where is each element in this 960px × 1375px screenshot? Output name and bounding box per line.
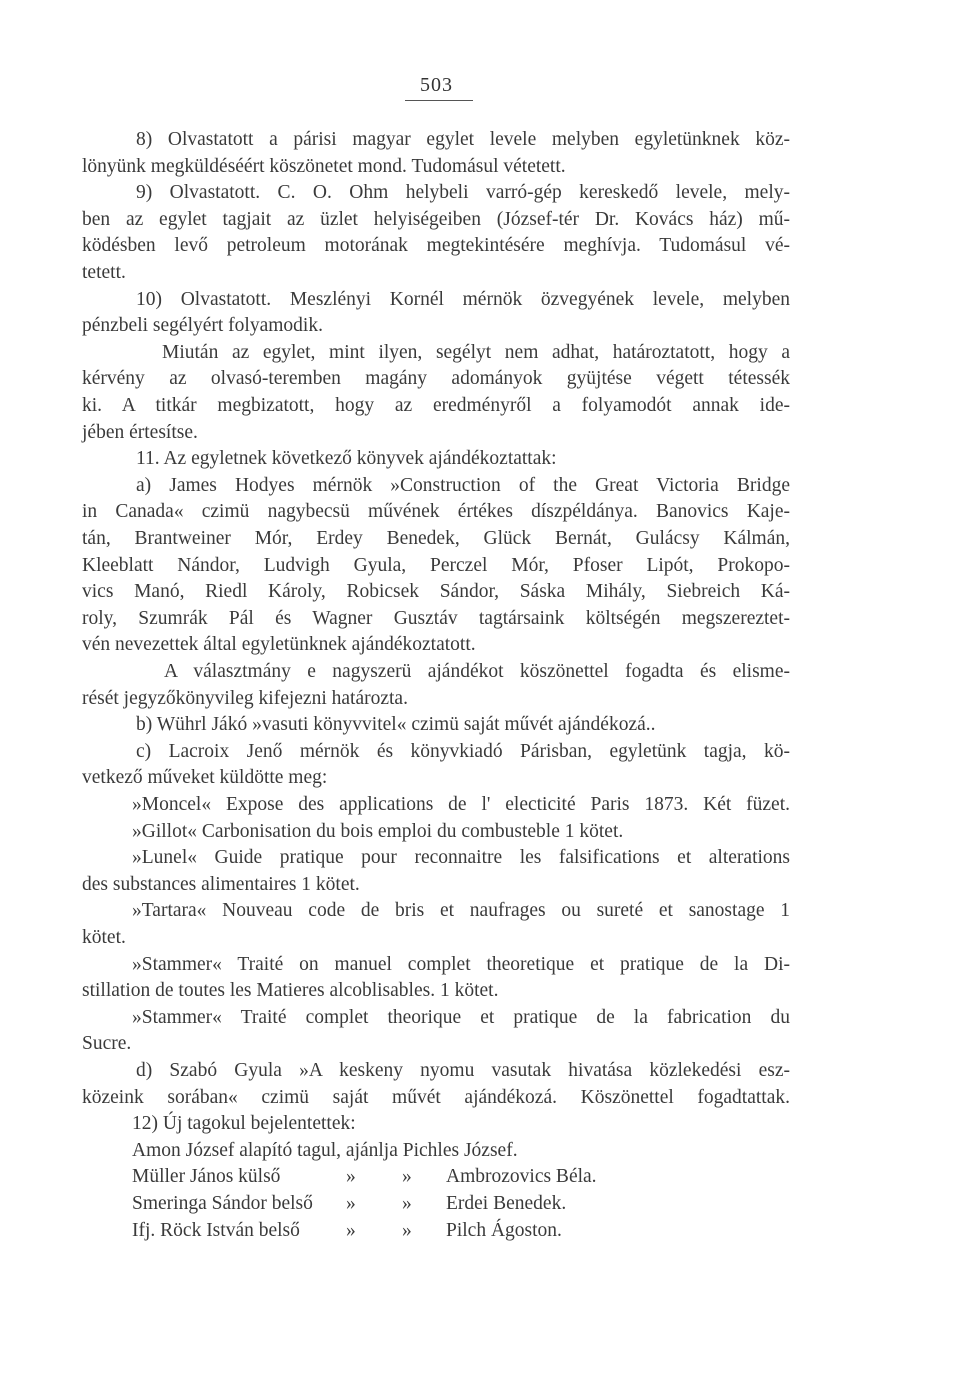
- text-line: ködésben levő petroleum motorának megtekintésére meghívja. Tudomásul vé-: [82, 235, 790, 257]
- text-line: 12) Új tagokul bejelentettek:: [132, 1113, 356, 1135]
- text-line: Miután az egylet, mint ilyen, segélyt nem adhat, határoztatott, hogy a: [162, 341, 790, 363]
- text-line: »Stammer« Traité on manuel complet theoretique et pratique de la Di-: [132, 953, 790, 975]
- text-line: Amon József alapító tagul, ajánlja Pichles József.: [132, 1139, 518, 1161]
- text-line: des substances alimentaires 1 kötet.: [82, 873, 360, 895]
- text-line: kérvény az olvasó-teremben magány adományok gyüjtése végett tétessék: [82, 368, 790, 390]
- text-line: vetkező műveket küldötte meg:: [82, 767, 328, 789]
- text-line: ben az egylet tagjait az üzlet helyiségeiben (József-tér Dr. Kovács ház) mű-: [82, 208, 790, 230]
- member-name: Smeringa Sándor belső: [132, 1193, 313, 1214]
- text-line: in Canada« czimü nagybecsü művének értékes díszpéldánya. Banovics Kaje-: [82, 501, 790, 523]
- text-line: kötet.: [82, 927, 126, 948]
- text-line: lönyünk megküldéséért köszönetet mond. Tudomásul vétetett.: [82, 155, 566, 177]
- text-line: »Moncel« Expose des applications de l' electicité Paris 1873. Két füzet.: [132, 794, 790, 815]
- member-recommender: Erdei Benedek.: [446, 1193, 567, 1214]
- text-line: 10) Olvastatott. Meszlényi Kornél mérnök özvegyének levele, melyben: [136, 288, 790, 310]
- text-line: b) Wührl Jákó »vasuti könyvvitel« czimü saját művét ajándékozá..: [136, 714, 656, 736]
- text-line: a) James Hodyes mérnök »Construction of the Great Victoria Bridge: [136, 474, 790, 496]
- text-line: d) Szabó Gyula »A keskeny nyomu vasutak hivatása közlekedési esz-: [136, 1060, 790, 1081]
- text-line: »Gillot« Carbonisation du bois emploi du combusteble 1 kötet.: [132, 820, 624, 842]
- page-number: 503: [420, 74, 453, 96]
- text-line: 9) Olvastatott. C. O. Ohm helybeli varró-gép kereskedő levele, mely-: [136, 182, 790, 204]
- ditto-mark: »: [346, 1166, 356, 1188]
- ditto-mark: »: [402, 1219, 412, 1241]
- text-line: jében értesítse.: [82, 421, 198, 443]
- member-row: [0, 1164, 960, 1190]
- text-line: tán, Brantweiner Mór, Erdey Benedek, Glück Bernát, Gulácsy Kálmán,: [82, 528, 790, 549]
- text-line: vén nevezettek által egyletünknek ajándékoztatott.: [82, 634, 476, 656]
- text-line: »Lunel« Guide pratique pour reconnaitre les falsifications et alterations: [132, 847, 790, 869]
- text-line: Kleeblatt Nándor, Ludvigh Gyula, Perczel Mór, Pfoser Lipót, Prokopo-: [82, 554, 790, 576]
- text-line: közeink sorában« czimü saját művét ajándékozá. Köszönettel fogadtattak.: [82, 1086, 790, 1108]
- ditto-mark: »: [402, 1166, 412, 1188]
- member-name: Müller János külső: [132, 1166, 281, 1188]
- ditto-mark: »: [402, 1193, 412, 1214]
- text-line: roly, Szumrák Pál és Wagner Gusztáv tagtársaink költségén megszereztet-: [82, 607, 790, 629]
- text-line: ki. A titkár megbizatott, hogy az eredményről a folyamodót annak ide-: [82, 395, 790, 416]
- text-line: tetett.: [82, 262, 126, 283]
- ditto-mark: »: [346, 1193, 356, 1214]
- text-line: 8) Olvastatott a párisi magyar egylet levele melyben egyletünknek köz-: [136, 129, 790, 150]
- member-recommender: Ambrozovics Béla.: [446, 1166, 597, 1188]
- text-line: vics Manó, Riedl Károly, Robicsek Sándor, Sáska Mihály, Siebreich Ká-: [82, 581, 790, 603]
- text-line: 11. Az egyletnek következő könyvek ajándékoztattak:: [136, 448, 557, 470]
- ditto-mark: »: [346, 1219, 356, 1241]
- text-line: pénzbeli segélyért folyamodik.: [82, 315, 323, 337]
- text-line: »Stammer« Traité complet theorique et pratique de la fabrication du: [132, 1006, 790, 1028]
- text-line: stillation de toutes les Matieres alcoblisables. 1 kötet.: [82, 980, 499, 1002]
- member-row: [0, 1191, 960, 1217]
- page-number-rule: [405, 100, 473, 101]
- member-row: [0, 1218, 960, 1244]
- text-line: rését jegyzőkönyvileg kifejezni határozta.: [82, 687, 408, 709]
- member-name: Ifj. Röck István belső: [132, 1219, 300, 1241]
- text-line: A választmány e nagyszerü ajándékot köszönettel fogadta és elisme-: [164, 661, 790, 682]
- text-line: »Tartara« Nouveau code de bris et naufrages ou sureté et sanostage 1: [132, 900, 790, 922]
- member-recommender: Pilch Ágoston.: [446, 1219, 562, 1241]
- text-line: Sucre.: [82, 1033, 132, 1055]
- text-line: c) Lacroix Jenő mérnök és könyvkiadó Párisban, egyletünk tagja, kö-: [136, 740, 790, 762]
